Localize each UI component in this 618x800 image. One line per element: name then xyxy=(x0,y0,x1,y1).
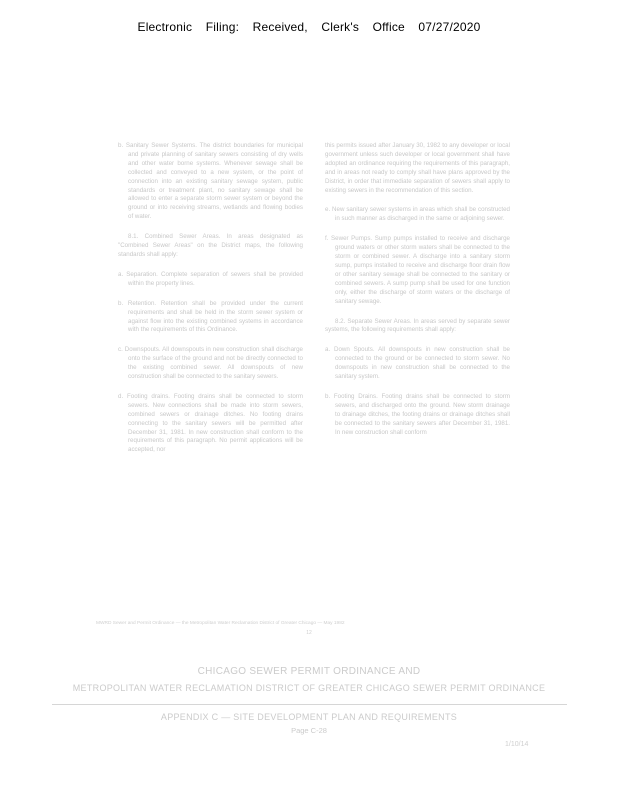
paragraph-separation: a. Separation. Complete separation of sewers shall be provided within the property lines. xyxy=(118,270,303,287)
paragraph-retention: b. Retention. Retention shall be provided under the current requirements and shall be held in the storm sewer system or against flow into the existing combined systems in accordance with the requirements of this Ordinance. xyxy=(118,299,303,334)
document-date: 1/10/14 xyxy=(505,741,529,748)
paragraph-downspouts: c. Downspouts. All downspouts in new construction shall discharge onto the surface of the ground and not be directly connected to the existing combined sewer. All downspouts of new construction shall be connected to the sanitary sewers. xyxy=(118,346,303,381)
paragraph-combined-sewer-areas: 8.1. Combined Sewer Areas. In areas designated as "Combined Sewer Areas" on the District maps, the following standards shall apply: xyxy=(118,233,303,258)
paragraph-continuation: this permits issued after January 30, 1982 to any developer or local government unless such developer or local government shall have adopted an ordinance requiring the requirements of this paragraph, and in areas not ready to comply shall have plans approved by the District, in order that immediate separation of sewers shall apply to existing sewers in the recommendation of this section. xyxy=(325,142,510,194)
paragraph-footing-drains-separate: b. Footing Drains. Footing drains shall be connected to storm sewers, and discharged onto the ground. New storm drainage to drainage ditches, the footing drains or drainage ditches shall be connected to the sanitary sewers after December 31, 1981. In new construction shall conform xyxy=(325,392,510,436)
paragraph-footing-drains: d. Footing drains. Footing drains shall be connected to storm sewers. New connections shall be made into storm sewers, combined sewers or drainage ditches. No footing drains connecting to the sanitary sewers will be permitted after December 31, 1981. In new construction shall conform to the requirements of this paragraph. No permit applications will be accepted, nor xyxy=(118,392,303,454)
footnote: MWRD Sewer and Permit Ordinance — the Metropolitan Water Reclamation District of Greater Chicago — May 1982 xyxy=(96,621,345,626)
inner-page-number: 12 xyxy=(306,630,312,636)
paragraph-separate-sewer-areas: 8.2. Separate Sewer Areas. In areas served by separate sewer systems, the following requirements shall apply: xyxy=(325,317,510,334)
paragraph-down-spouts: a. Down Spouts. All downspouts in new construction shall be connected to the ground or be connected to storm sewer. No downspouts in new construction shall be connected to the sanitary system. xyxy=(325,346,510,381)
electronic-filing-header: Electronic Filing: Received, Clerk's Office 07/27/2020 xyxy=(137,20,481,34)
right-text-column xyxy=(325,142,510,448)
left-text-column xyxy=(118,142,303,466)
appendix-title-line-1: CHICAGO SEWER PERMIT ORDINANCE AND xyxy=(197,666,421,677)
paragraph-sewer-pumps: f. Sewer Pumps. Sump pumps installed to receive and discharge ground waters or other storm waters shall be connected to the storm or combined sewer. A discharge into a sanitary storm sump, pumps installed to receive and discharge floor drain flow or other sanitary sewage shall be connected to the sanitary or combined sewers. A sump pump shall be used for one function only, either the discharge of storm waters or the discharge of sanitary sewage. xyxy=(325,235,510,305)
paragraph-sanitary-sewer-systems: b. Sanitary Sewer Systems. The district boundaries for municipal and private planning of sanitary sewers consisting of dry wells and other water borne systems. Whenever sewage shall be collected and conveyed to a new system, or the point of connection into an existing sanitary sewage system, public standards or treatment plant, no sanitary sewage shall be allowed to enter a separate storm sewer system or beyond the ground or into receiving streams, wetlands and flowing bodies of water. xyxy=(118,142,303,221)
paragraph-new-sanitary-systems: e. New sanitary sewer systems in areas which shall be constructed in such manner as discharged in the same or adjoining sewer. xyxy=(325,206,510,223)
page-label: Page C-28 xyxy=(291,726,327,735)
appendix-title-line-3: APPENDIX C — SITE DEVELOPMENT PLAN AND REQUIREMENTS xyxy=(160,712,458,722)
appendix-title-line-2: METROPOLITAN WATER RECLAMATION DISTRICT OF GREATER CHICAGO SEWER PERMIT ORDINANCE xyxy=(72,683,546,693)
divider-rule xyxy=(52,704,567,705)
